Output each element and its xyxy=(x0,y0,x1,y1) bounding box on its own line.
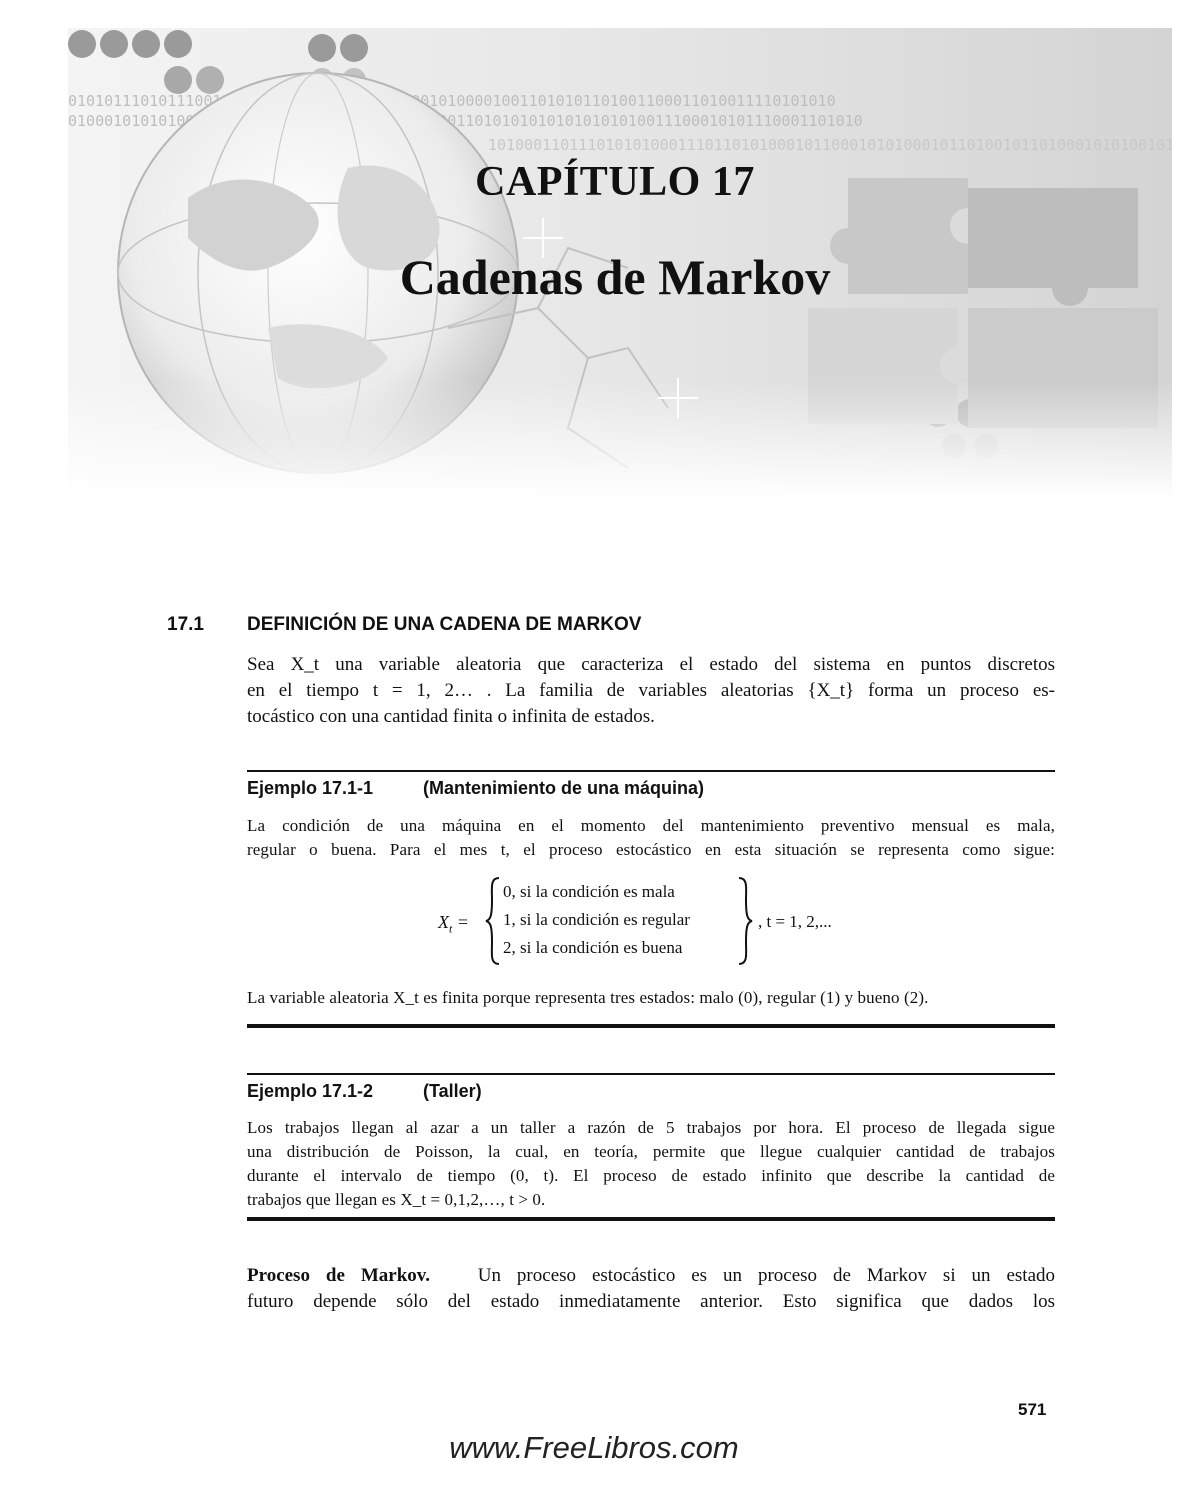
formula-lhs: $X_t$ = xyxy=(438,912,469,936)
chapter-title: Cadenas de Markov xyxy=(399,249,831,305)
example2-body xyxy=(247,1116,1055,1212)
intro-line-2: en el tiempo t = 1, 2… . La familia de variables aleatorias {X_t} forma un proceso es- xyxy=(247,680,1055,701)
markov-line-2: futuro depende sólo del estado inmediatamente anterior. Esto significa que dados los xyxy=(247,1291,1055,1312)
example1-label: Ejemplo 17.1-1 xyxy=(247,778,374,798)
chapter-label: CAPÍTULO 17 xyxy=(475,159,755,205)
intro-line-3: tocástico con una cantidad finita o infinita de estados. xyxy=(247,706,655,727)
example1-title: (Mantenimiento de una máquina) xyxy=(423,778,705,798)
markov-process-paragraph xyxy=(247,1263,1055,1315)
formula-case-2: 2, si la condición es buena xyxy=(503,938,683,957)
left-brace xyxy=(484,876,502,966)
section-number: 17.1 xyxy=(167,614,204,635)
example2-heading xyxy=(247,1081,482,1102)
example1-top-rule xyxy=(247,770,1055,772)
example1-bottom-rule xyxy=(247,1024,1055,1028)
markov-line-1 xyxy=(247,1263,1055,1289)
example2-line-4: trabajos que llegan es X_t = 0,1,2,…, t > 0. xyxy=(247,1190,546,1209)
example1-heading xyxy=(247,778,705,799)
example1-body xyxy=(247,814,1055,862)
example1-line-2: regular o buena. Para el mes t, el proceso estocástico en esta situación se representa como sigue: xyxy=(247,840,1055,859)
markov-line-1-text: Un proceso estocástico es un proceso de Markov si un estado xyxy=(477,1265,1056,1286)
formula-tail: , t = 1, 2,... xyxy=(758,912,832,931)
example2-title: (Taller) xyxy=(423,1081,482,1101)
example1-line-1: La condición de una máquina en el momento del mantenimiento preventivo mensual es mala, xyxy=(247,816,1055,835)
section-title: DEFINICIÓN DE UNA CADENA DE MARKOV xyxy=(247,614,642,635)
example2-label: Ejemplo 17.1-2 xyxy=(247,1081,374,1101)
freelibros-watermark: www.FreeLibros.com xyxy=(449,1430,739,1465)
intro-line-1: Sea X_t una variable aleatoria que caracteriza el estado del sistema en puntos discretos xyxy=(247,654,1055,675)
section-intro-paragraph xyxy=(247,652,1055,730)
page-number: 571 xyxy=(1018,1400,1047,1419)
example2-line-3: durante el intervalo de tiempo (0, t). El proceso de estado infinito que describe la cantidad de xyxy=(247,1166,1055,1185)
example2-line-2: una distribución de Poisson, la cual, en teoría, permite que llegue cualquier cantidad de trabajos xyxy=(247,1142,1055,1161)
markov-heading: Proceso de Markov. xyxy=(247,1265,430,1286)
formula-case-0: 0, si la condición es mala xyxy=(503,882,675,901)
formula-case-1: 1, si la condición es regular xyxy=(503,910,690,929)
example1-conclusion-line: La variable aleatoria X_t es finita porque representa tres estados: malo (0), regular (1) y bueno (2). xyxy=(247,988,929,1007)
example1-conclusion xyxy=(247,986,1055,1010)
right-brace xyxy=(736,876,754,966)
example2-top-rule xyxy=(247,1073,1055,1075)
example2-bottom-rule xyxy=(247,1217,1055,1221)
example2-line-1: Los trabajos llegan al azar a un taller a razón de 5 trabajos por hora. El proceso de llegada sigue xyxy=(247,1118,1055,1137)
